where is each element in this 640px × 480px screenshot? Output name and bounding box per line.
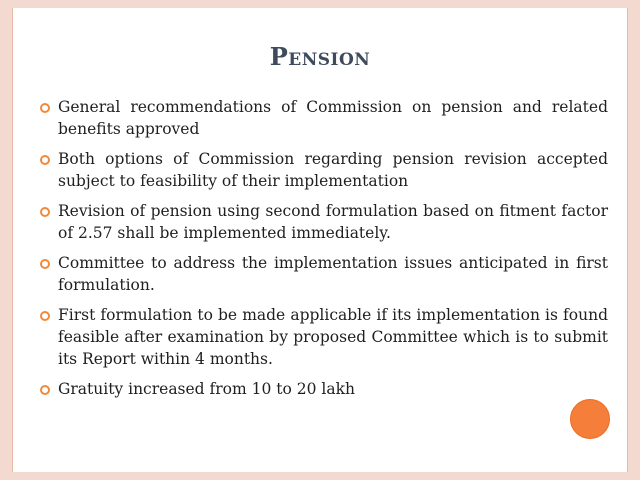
bullet-item xyxy=(38,304,608,370)
bullet-text: First formulation to be made applicable if its implementation is found feasible after examination by proposed Committee which is to submit its Report within 4 months. xyxy=(58,306,608,368)
slide-inner-line-left xyxy=(12,8,13,472)
bullet-list xyxy=(38,96,608,408)
slide-title: Pension xyxy=(269,42,371,71)
bullet-text: General recommendations of Commission on pension and related benefits approved xyxy=(58,98,608,138)
bullet-text: Committee to address the implementation issues anticipated in first formulation. xyxy=(58,254,608,294)
bullet-item xyxy=(38,378,608,400)
bullet-text: Gratuity increased from 10 to 20 lakh xyxy=(58,380,355,398)
bullet-item xyxy=(38,96,608,140)
bullet-circle-icon xyxy=(40,311,50,321)
bullet-circle-icon xyxy=(40,259,50,269)
slide-border-left xyxy=(0,0,12,480)
bullet-text: Both options of Commission regarding pension revision accepted subject to feasibility of their implementation xyxy=(58,150,608,190)
bullet-circle-icon xyxy=(40,155,50,165)
bullet-item xyxy=(38,148,608,192)
slide-inner-line-right xyxy=(627,8,628,472)
slide-border-top xyxy=(0,0,640,8)
slide-border-bottom xyxy=(0,472,640,480)
bullet-circle-icon xyxy=(40,385,50,395)
bullet-item xyxy=(38,200,608,244)
bullet-circle-icon xyxy=(40,103,50,113)
bullet-text: Revision of pension using second formulation based on fitment factor of 2.57 shall be implemented immediately. xyxy=(58,202,608,242)
bullet-item xyxy=(38,252,608,296)
bullet-circle-icon xyxy=(40,207,50,217)
slide-border-right xyxy=(628,0,640,480)
decorative-orange-circle xyxy=(570,399,610,439)
